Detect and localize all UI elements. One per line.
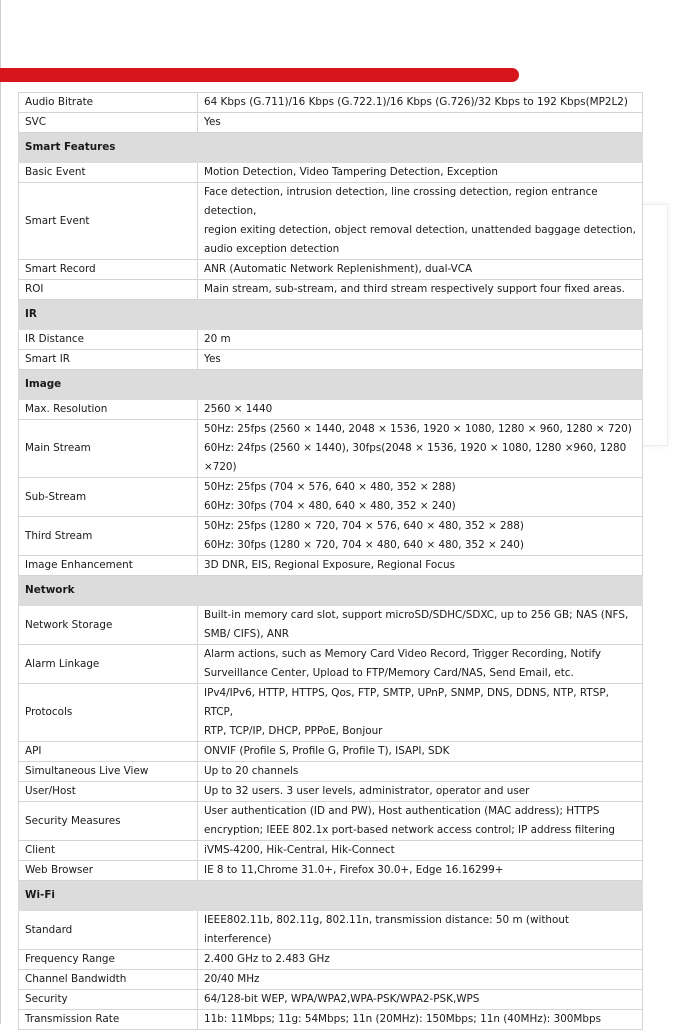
spec-label: Protocols [19,684,198,742]
spec-label: Frequency Range [19,950,198,970]
spec-value: 50Hz: 25fps (2560 × 1440, 2048 × 1536, 1920 × 1080, 1280 × 960, 1280 × 720) 60Hz: 24fps (2560 × 1440), 30fps(2048 × 1536, 1920 × 1080, 1280 ×960, 1280 ×720) [198,420,643,478]
section-header [19,576,643,606]
spec-value: Main stream, sub-stream, and third stream respectively support four fixed areas. [198,280,643,300]
spec-table [18,92,643,1030]
spec-row [19,684,643,742]
section-title: Wi-Fi [19,881,643,911]
spec-value: 11b: 11Mbps; 11g: 54Mbps; 11n (20MHz): 150Mbps; 11n (40MHz): 300Mbps [198,1010,643,1030]
spec-row [19,742,643,762]
spec-value: IE 8 to 11,Chrome 31.0+, Firefox 30.0+, Edge 16.16299+ [198,861,643,881]
spec-label: Basic Event [19,163,198,183]
spec-label: SVC [19,113,198,133]
section-header [19,300,643,330]
spec-value: IPv4/IPv6, HTTP, HTTPS, Qos, FTP, SMTP, UPnP, SNMP, DNS, DDNS, NTP, RTSP, RTCP, RTP, TCP/IP, DHCP, PPPoE, Bonjour [198,684,643,742]
spec-value: 2.400 GHz to 2.483 GHz [198,950,643,970]
spec-row [19,782,643,802]
spec-value: Yes [198,113,643,133]
spec-label: Standard [19,911,198,950]
spec-row [19,400,643,420]
spec-row [19,517,643,556]
spec-row [19,183,643,260]
spec-row [19,606,643,645]
spec-label: Alarm Linkage [19,645,198,684]
spec-row [19,163,643,183]
spec-label: Max. Resolution [19,400,198,420]
spec-label: ROI [19,280,198,300]
section-header [19,133,643,163]
spec-value: 3D DNR, EIS, Regional Exposure, Regional Focus [198,556,643,576]
spec-label: Main Stream [19,420,198,478]
brand-accent-bar [0,68,519,82]
spec-value: 20/40 MHz [198,970,643,990]
spec-row [19,762,643,782]
spec-label: Network Storage [19,606,198,645]
spec-label: API [19,742,198,762]
spec-value: 2560 × 1440 [198,400,643,420]
spec-row [19,861,643,881]
spec-value: iVMS-4200, Hik-Central, Hik-Connect [198,841,643,861]
spec-label: Web Browser [19,861,198,881]
section-header [19,370,643,400]
spec-row [19,950,643,970]
spec-value: Yes [198,350,643,370]
spec-value: IEEE802.11b, 802.11g, 802.11n, transmission distance: 50 m (without interference) [198,911,643,950]
spec-value: 64/128-bit WEP, WPA/WPA2,WPA-PSK/WPA2-PSK,WPS [198,990,643,1010]
section-title: Network [19,576,643,606]
spec-label: Image Enhancement [19,556,198,576]
spec-row [19,990,643,1010]
section-title: Image [19,370,643,400]
spec-label: Smart Record [19,260,198,280]
spec-label: Simultaneous Live View [19,762,198,782]
spec-row [19,645,643,684]
spec-label: IR Distance [19,330,198,350]
spec-row [19,93,643,113]
spec-value: Alarm actions, such as Memory Card Video Record, Trigger Recording, Notify Surveillance Center, Upload to FTP/Memory Card/NAS, Send Email, etc. [198,645,643,684]
section-title: Smart Features [19,133,643,163]
page-edge [0,0,1,1024]
spec-label: Security [19,990,198,1010]
spec-row [19,841,643,861]
spec-row [19,556,643,576]
spec-label: Audio Bitrate [19,93,198,113]
spec-row [19,330,643,350]
spec-row [19,420,643,478]
spec-row [19,280,643,300]
spec-value: User authentication (ID and PW), Host authentication (MAC address); HTTPS encryption; IEEE 802.1x port-based network access control; IP address filtering [198,802,643,841]
spec-label: User/Host [19,782,198,802]
spec-row [19,1010,643,1030]
spec-row [19,260,643,280]
spec-label: Smart IR [19,350,198,370]
spec-row [19,350,643,370]
spec-label: Channel Bandwidth [19,970,198,990]
spec-label: Sub-Stream [19,478,198,517]
spec-label: Security Measures [19,802,198,841]
section-title: IR [19,300,643,330]
spec-label: Client [19,841,198,861]
spec-value: Built-in memory card slot, support microSD/SDHC/SDXC, up to 256 GB; NAS (NFS, SMB/ CIFS), ANR [198,606,643,645]
spec-value: Up to 32 users. 3 user levels, administrator, operator and user [198,782,643,802]
spec-value: Face detection, intrusion detection, line crossing detection, region entrance detection, region exiting detection, object removal detection, unattended baggage detection, audio exception detection [198,183,643,260]
spec-row [19,802,643,841]
spec-value: ONVIF (Profile S, Profile G, Profile T), ISAPI, SDK [198,742,643,762]
spec-value: ANR (Automatic Network Replenishment), dual-VCA [198,260,643,280]
spec-value: 50Hz: 25fps (704 × 576, 640 × 480, 352 × 288) 60Hz: 30fps (704 × 480, 640 × 480, 352 × 240) [198,478,643,517]
section-header [19,881,643,911]
spec-row [19,970,643,990]
spec-row [19,478,643,517]
spec-label: Third Stream [19,517,198,556]
spec-row [19,113,643,133]
spec-label: Smart Event [19,183,198,260]
spec-value: 20 m [198,330,643,350]
spec-value: 64 Kbps (G.711)/16 Kbps (G.722.1)/16 Kbps (G.726)/32 Kbps to 192 Kbps(MP2L2) [198,93,643,113]
spec-label: Transmission Rate [19,1010,198,1030]
spec-row [19,911,643,950]
spec-value: Up to 20 channels [198,762,643,782]
spec-value: 50Hz: 25fps (1280 × 720, 704 × 576, 640 × 480, 352 × 288) 60Hz: 30fps (1280 × 720, 704 × 480, 640 × 480, 352 × 240) [198,517,643,556]
spec-value: Motion Detection, Video Tampering Detection, Exception [198,163,643,183]
